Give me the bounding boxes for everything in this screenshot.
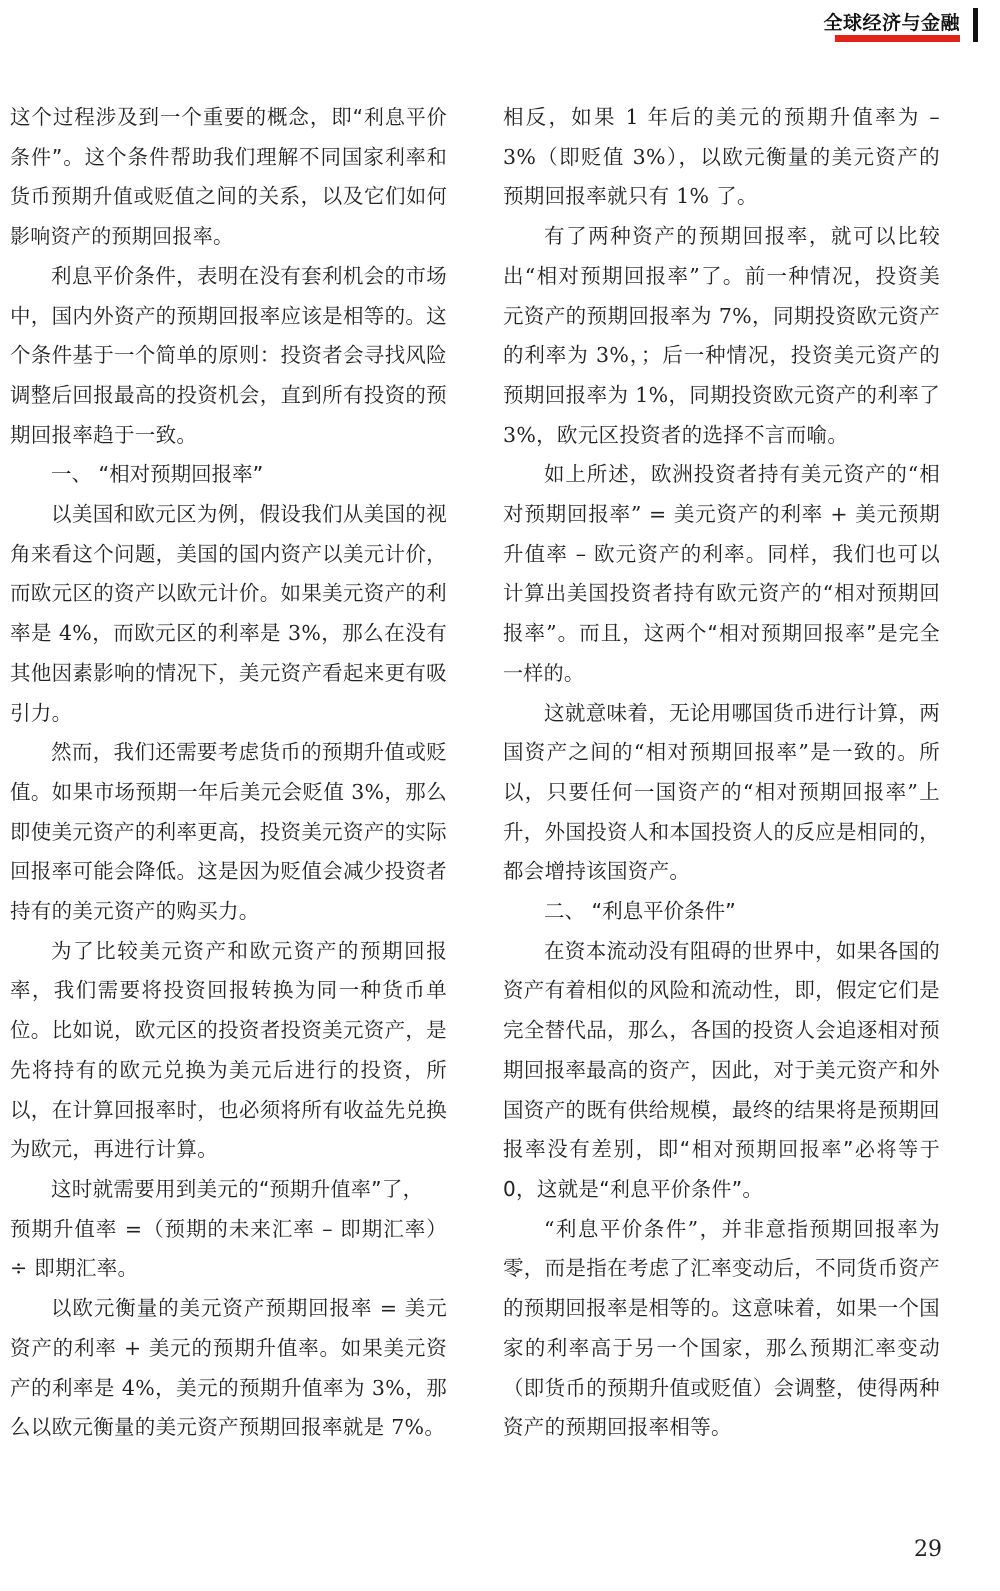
text-run: 在资本流动没有阻碍的世界中，如果各国的资产有着相似的风险和流动性，即，假定它们是完全替代品，那么，各国的投资人会追逐相对预期回报率最高的资产，因此，对于美元资产和外国资产的既有供给规模，最终的结果将是预期回报率没有差别，即 — [503, 938, 940, 1162]
highlight-term: “预期升值率” — [259, 1176, 382, 1201]
right-column — [503, 98, 940, 1448]
highlight-term: “利息平价条件” — [599, 1176, 743, 1201]
paragraph: 这就意味着，无论用哪国货币进行计算，两国资产之间的“相对预期回报率”是一致的。所以，只要任何一国资产的“相对预期回报率”上升，外国投资人和本国投资人的反应是相同的，都会增持该国资产。 — [503, 700, 940, 884]
paragraph: 相反，如果 1 年后的美元的预期升值率为 – 3%（即贬值 3%），以欧元衡量的美元资产的预期回报率就只有 1% 了。 — [503, 105, 940, 209]
paragraph — [10, 98, 447, 257]
text-run: 如上所述，欧洲投资者持有美元资产的“相对预期回报率” = 美元资产的利率 + 美元预期升值率 – 欧元资产的利率。同样，我们也可以计算出美国投资者持有欧元资产的“相对预期回报率”。而且，这 — [503, 462, 940, 646]
text-run: 。 — [563, 660, 585, 685]
section-heading-2: 二、 “利息平价条件” — [544, 899, 736, 924]
text-run: ，这就是 — [516, 1176, 600, 1201]
formula: 预期升值率 =（预期的未来汇率 – 即期汇率）÷ 即期汇率。 — [10, 1216, 447, 1281]
header-red-underline — [835, 35, 960, 42]
paragraph: “利息平价条件”，并非意指预期回报率为零，而是指在考虑了汇率变动后，不同货币资产的预期回报率是相等的。这意味着，如果一个国家的利率高于另一个国家，那么预期汇率变动（即货币的预期升值或贬值）会调整，使得两种资产的预期回报率相等。 — [503, 1216, 940, 1440]
text-run: 。 — [213, 224, 234, 249]
paragraph: 以美国和欧元区为例，假设我们从美国的视角来看这个问题，美国的国内资产以美元计价，而欧元区的资产以欧元计价。如果美元资产的利率是 4%，而欧元区的利率是 3%，那么在没有其他因素影响的情况下，美元资产看起来更有吸引力。 — [10, 502, 447, 725]
paragraph — [503, 455, 940, 693]
highlight-term: “利息平价条件” — [10, 105, 447, 169]
text-run: 这个过程涉及到一个重要的概念，即 — [10, 105, 353, 129]
text-run: 之间的关系，以及它们 — [195, 184, 407, 209]
header-black-bar — [973, 8, 978, 42]
text-run: 。这个条件帮助我们理解不同国家 — [62, 144, 385, 169]
paragraph: 有了两种资产的预期回报率，就可以比较出“相对预期回报率”了。前一种情况，投资美元资产的预期回报率为 7%，同期投资欧元资产的利率为 3%，；后一种情况，投资美元资产的预期回报率为 1%，同期投资欧元资产的利率了 3%，欧元区投资者的选择不言而喻。 — [503, 224, 940, 447]
paragraph — [10, 1170, 447, 1210]
highlight-term: 利率和货币预期升值或贬值 — [10, 144, 447, 209]
paragraph: 利息平价条件，表明在没有套利机会的市场中，国内外资产的预期回报率应该是相等的。这个条件基于一个简单的原则：投资者会寻找风险调整后回报最高的投资机会，直到所有投资的预期回报率趋于一致。 — [10, 263, 447, 447]
left-column — [10, 98, 447, 1448]
text-run: 这时就需要用到美元的 — [51, 1176, 259, 1201]
paragraph: 为了比较美元资产和欧元资产的预期回报率，我们需要将投资回报转换为同一种货币单位。比如说，欧元区的投资者投资美元资产，是先将持有的欧元兑换为美元后进行的投资，所以，在计算回报率时，也必须将所有收益先兑换为欧元，再进行计算。 — [10, 938, 447, 1162]
paragraph — [503, 932, 940, 1210]
highlight-term: “相对预期回报率”必将等于 0 — [503, 1137, 941, 1201]
page-header-title: 全球经济与金融 — [823, 12, 960, 34]
page-number: 29 — [914, 1537, 942, 1562]
text-run: 了， — [381, 1176, 424, 1201]
paragraph: 然而，我们还需要考虑货币的预期升值或贬值。如果市场预期一年后美元会贬值 3%，那么即使美元资产的利率更高，投资美元资产的实际回报率可能会降低。这是因为贬值会减少投资者持有的美元资产的购买力。 — [10, 740, 447, 924]
text-run: 。 — [742, 1176, 764, 1201]
section-heading-1: 一、 “相对预期回报率” — [51, 462, 264, 487]
paragraph: 以欧元衡量的美元资产预期回报率 = 美元资产的利率 + 美元的预期升值率。如果美元资产的利率是 4%，美元的预期升值率为 3%，那么以欧元衡量的美元资产预期回报率就是 7%。 — [10, 1296, 447, 1440]
highlight-term: 如何影响资产的预期回报率 — [10, 184, 447, 249]
highlight-term: 两个“相对预期回报率”是完全一样的 — [503, 621, 940, 685]
